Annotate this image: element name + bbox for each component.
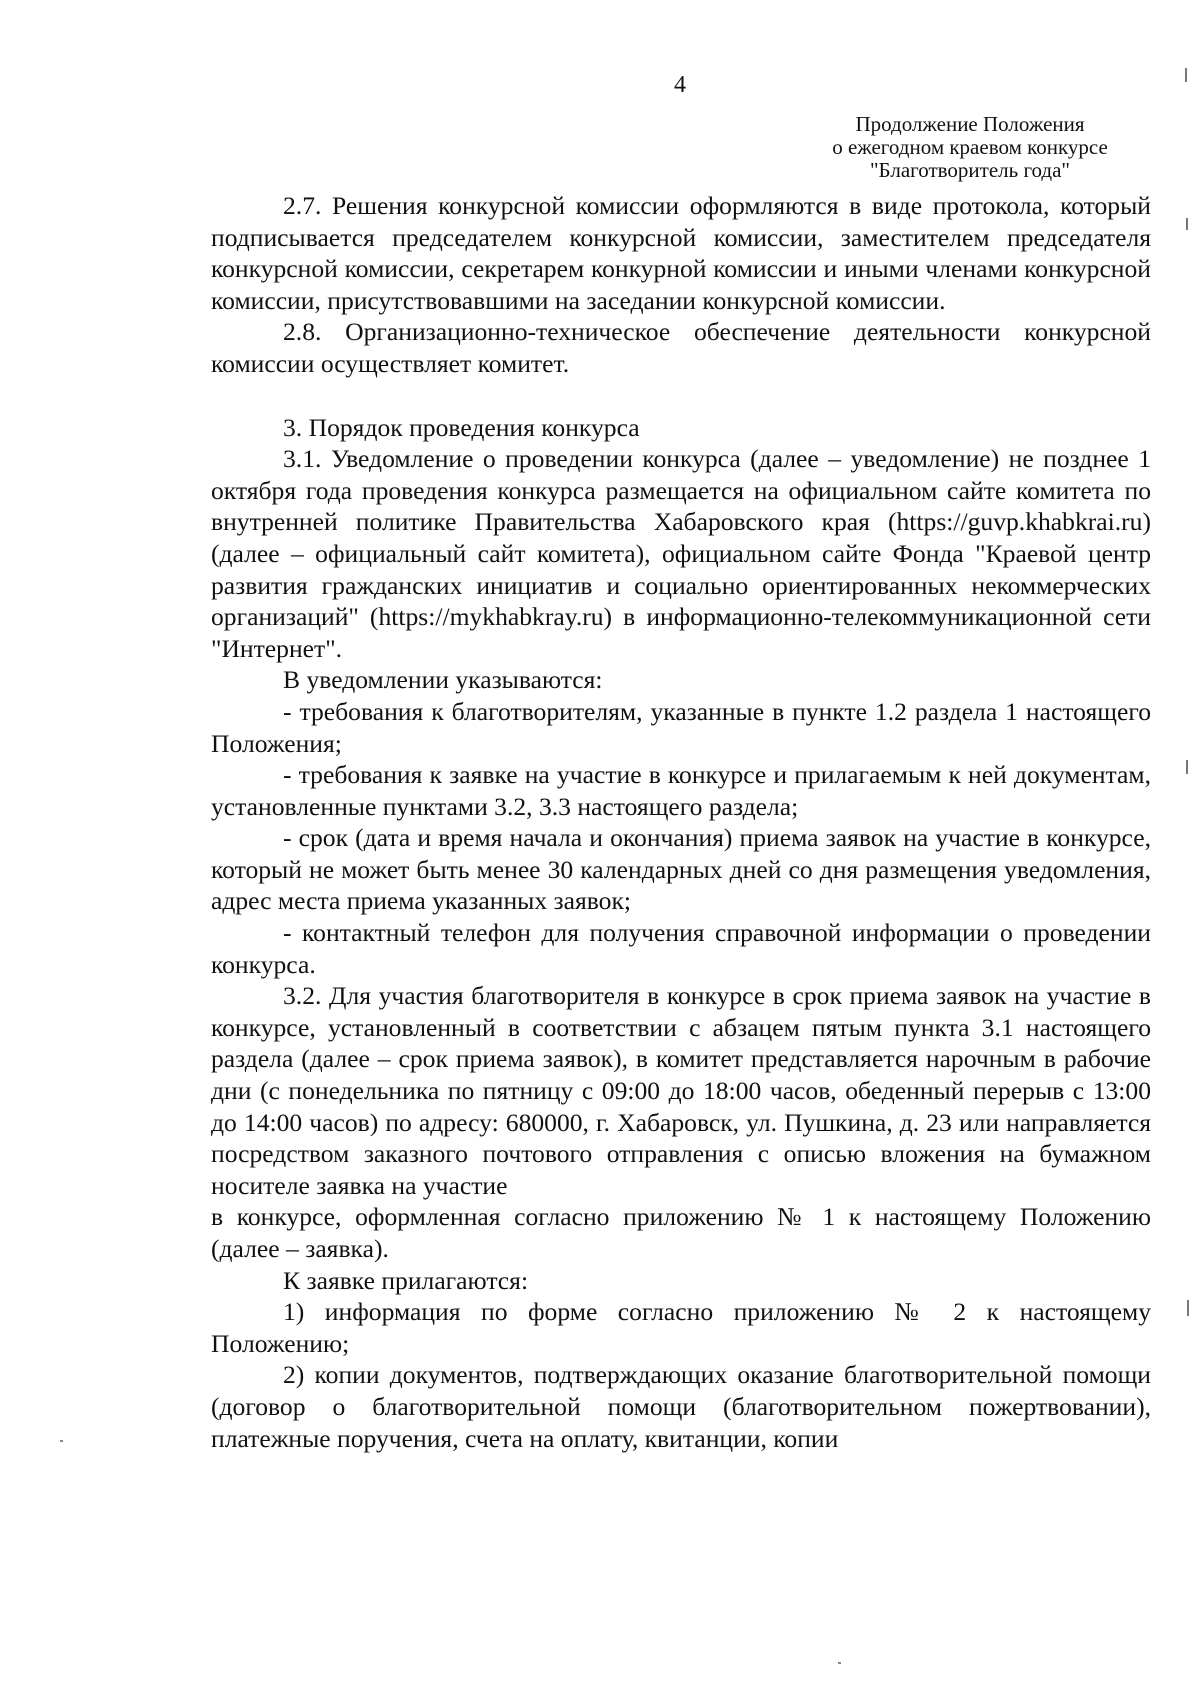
paragraph-2-8: 2.8. Организационно-техническое обеспечение деятельности конкурсной комиссии осуществляет комитет. [211,317,1151,378]
attachment-item-2: 2) копии документов, подтверждающих оказание благотворительной помощи (договор о благотворительной помощи (благотворительном пожертвовании), платежные поручения, счета на оплату, квитанции, копии [211,1360,1151,1453]
section-3-heading: 3. Порядок проведения конкурса [283,412,640,442]
header-line-3: "Благотворитель года" [869,158,1071,182]
paragraph-3-2-continued: в конкурсе, оформленная согласно приложению № 1 к настоящему Положению (далее – заявка). [211,1202,1151,1263]
scan-speck [838,1662,841,1664]
attachment-item-1: 1) информация по форме согласно приложению № 2 к настоящему Положению; [211,1297,1151,1358]
notice-item-deadline: - срок (дата и время начала и окончания) приема заявок на участие в конкурсе, который не может быть менее 30 календарных дней со дня размещения уведомления, адрес места приема указанных заявок; [211,823,1151,916]
paragraph-2-7: 2.7. Решения конкурсной комиссии оформляются в виде протокола, который подписывается председателем конкурсной комиссии, заместителем председателя конкурсной комиссии, секретарем конкурной комиссии и иными членами конкурсной комиссии, присутствовавшими на заседании конкурсной комиссии. [211,191,1151,315]
paragraph-3-2: 3.2. Для участия благотворителя в конкурсе в срок приема заявок на участие в конкурсе, установленный в соответствии с абзацем пятым пункта 3.1 настоящего раздела (далее – срок приема заявок), в комитет представляется нарочным в рабочие дни (с понедельника по пятницу с 09:00 до 18:00 часов, обеденный перерыв с 13:00 до 14:00 часов) по адресу: 680000, г. Хабаровск, ул. Пушкина, д. 23 или направляется посредством заказного почтового отправления с описью вложения на бумажном носителе заявка на участие [211,981,1151,1200]
notice-item-contact: - контактный телефон для получения справочной информации о проведении конкурса. [211,918,1151,979]
scan-mark [1186,218,1188,230]
scan-mark [1186,760,1188,774]
attachments-intro: К заявке прилагаются: [283,1265,529,1295]
paragraph-3-1: 3.1. Уведомление о проведении конкурса (далее – уведомление) не позднее 1 октября года проведения конкурса размещается на официальном сайте комитета по внутренней политике Правительства Хабаровского края (https://guvp.khabkrai.ru) (далее – официальный сайт комитета), официальном сайте Фонда "Краевой центр развития гражданских инициатив и социально ориентированных некоммерческих организаций" (https://mykhabkray.ru) в информационно-телекоммуникационной сети "Интернет". [211,444,1151,663]
scan-mark [1187,1300,1189,1316]
header-line-1: Продолжение Положения [855,112,1085,136]
scan-mark [1185,68,1187,82]
document-body [211,190,1151,1454]
scan-speck [60,1440,63,1442]
continuation-header [750,113,1190,182]
header-line-2: о ежегодном краевом конкурсе [832,135,1108,159]
notice-item-requirements: - требования к благотворителям, указанные в пункте 1.2 раздела 1 настоящего Положения; [211,696,1151,758]
notice-contents-intro: В уведомлении указываются: [283,665,603,695]
page-number: 4 [674,72,686,98]
notice-item-application: - требования к заявке на участие в конкурсе и прилагаемым к ней документам, установленные пунктами 3.2, 3.3 настоящего раздела; [211,760,1151,821]
